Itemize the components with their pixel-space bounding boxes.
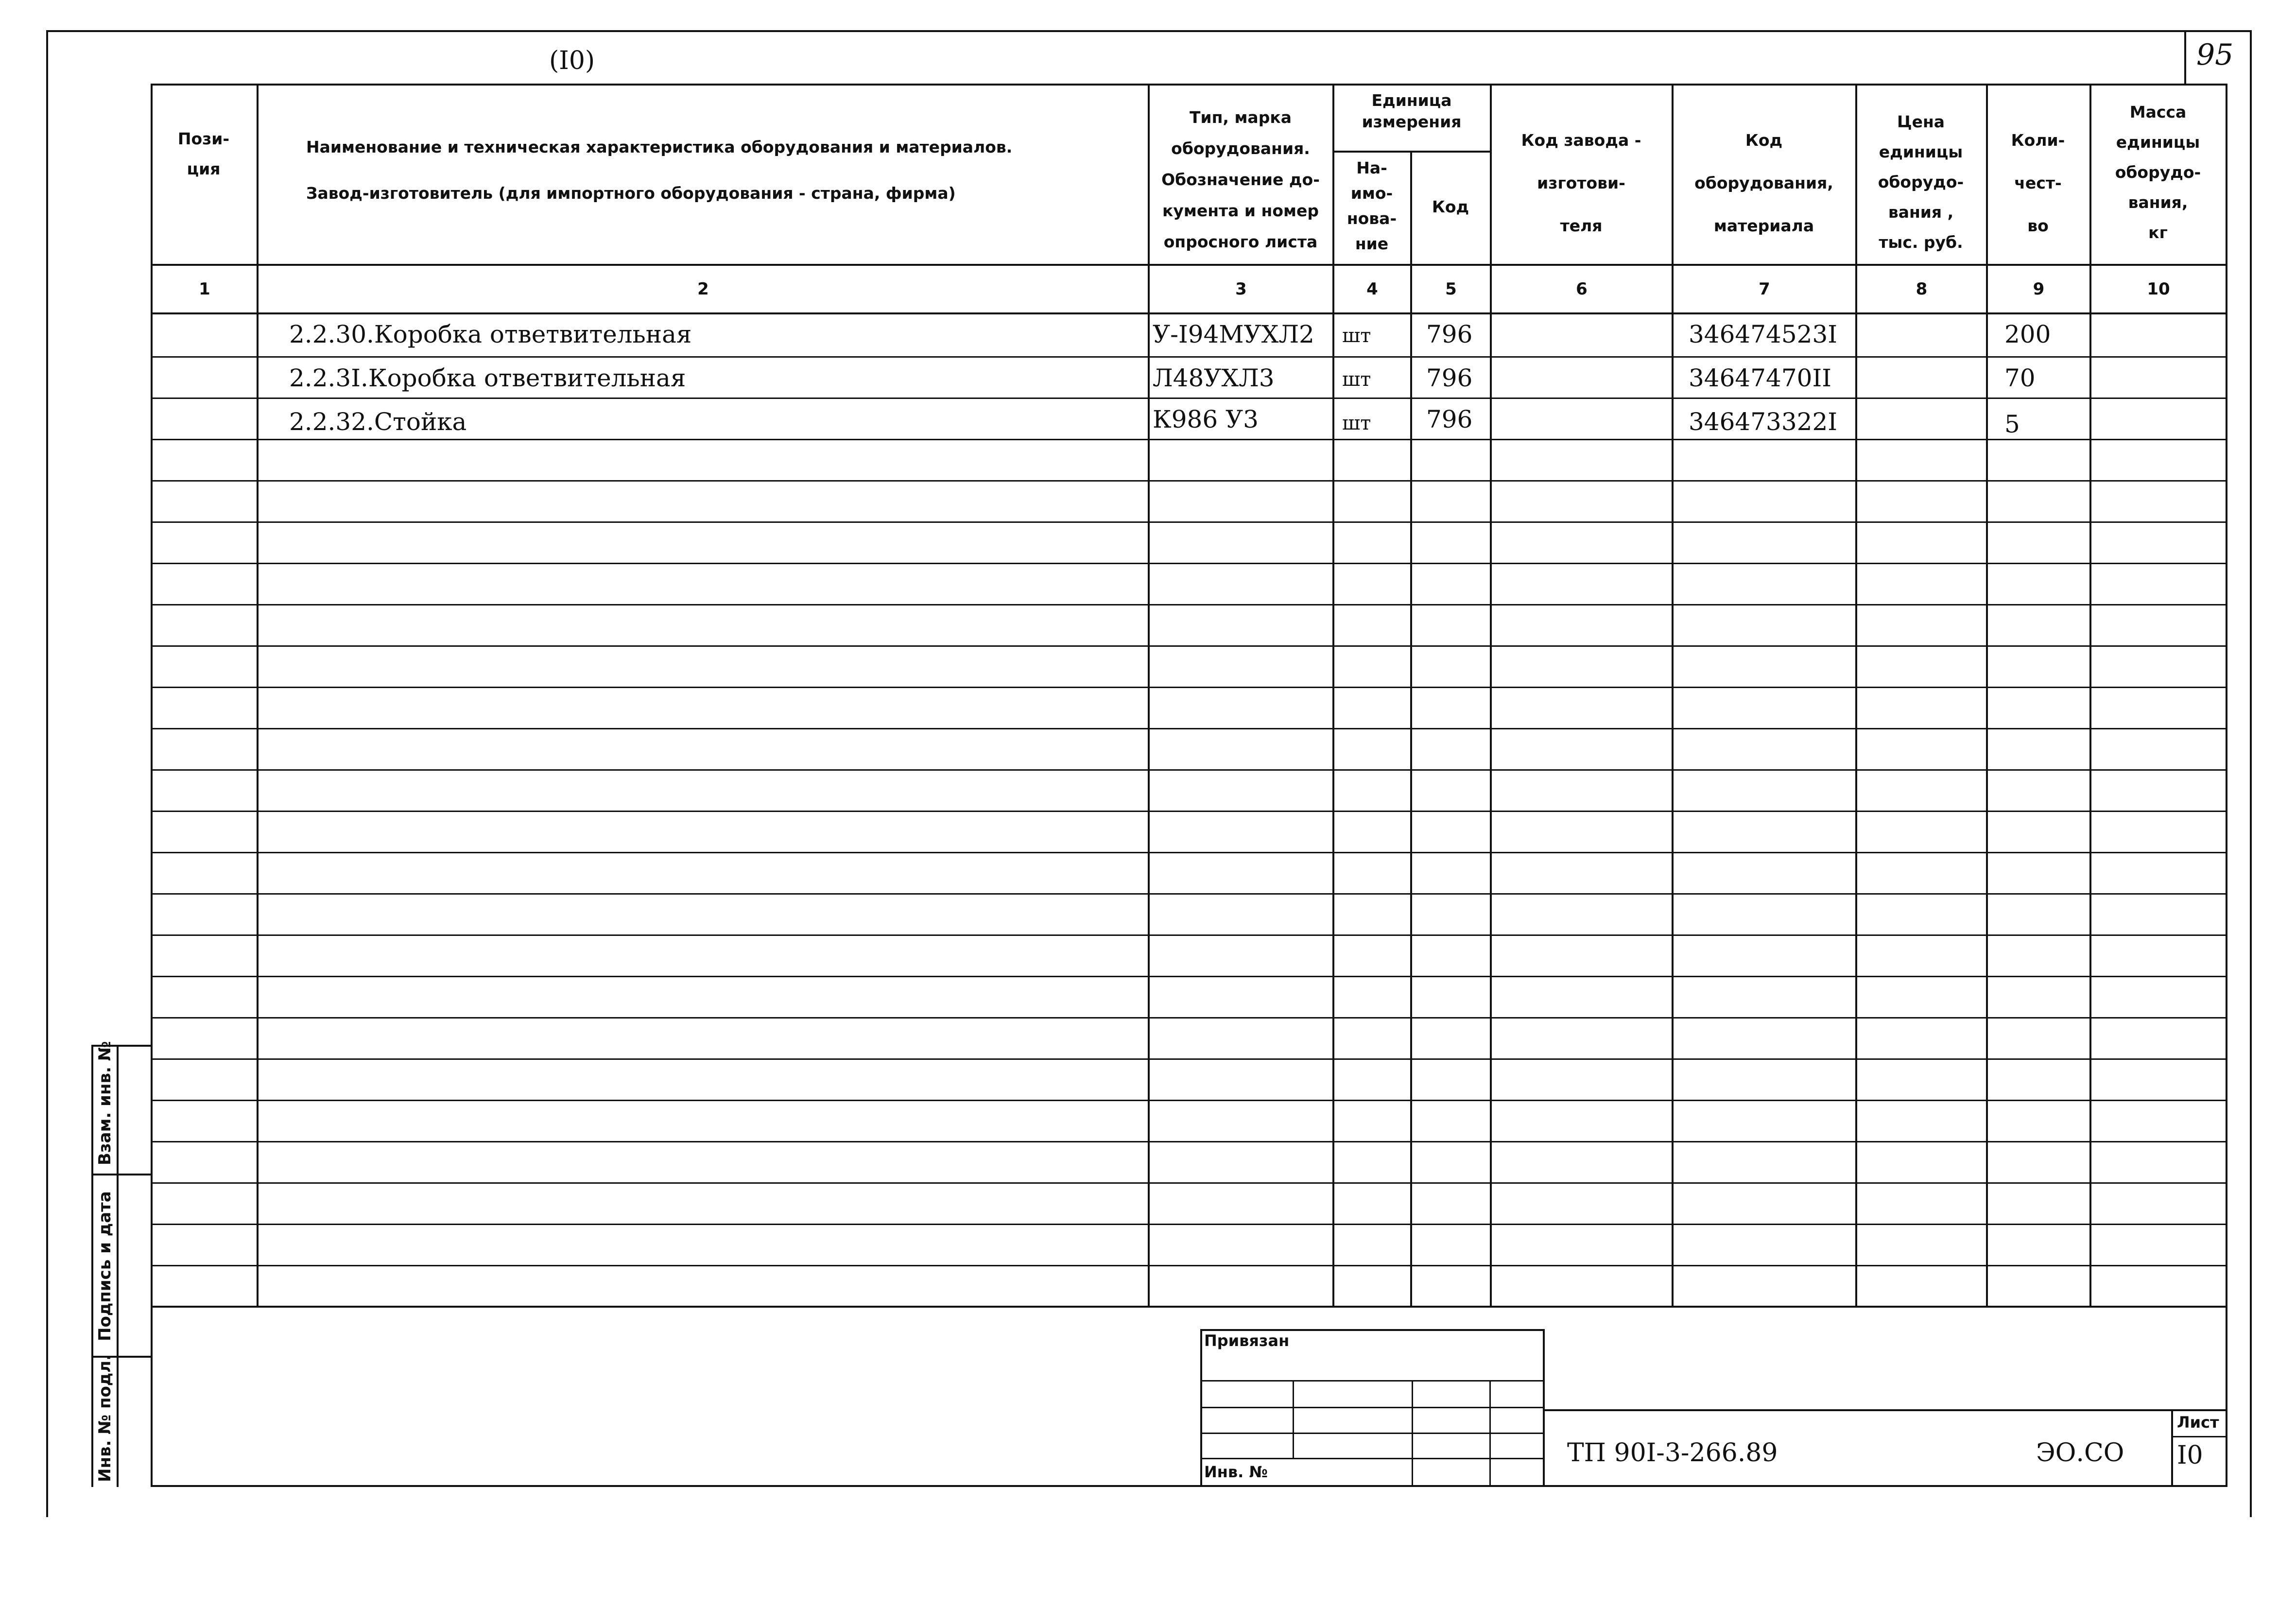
privyazan-row-1 — [1200, 1380, 1543, 1382]
header-factory-code: Код завода - изготови- теля — [1521, 131, 1641, 235]
header-position: Пози- ция — [177, 129, 230, 178]
privyazan-col-2 — [1412, 1380, 1413, 1485]
row-type: У-I94МУХЛ2 — [1153, 320, 1314, 348]
header-unit-name: На- имо- нова- ние — [1347, 158, 1397, 253]
page-number: 95 — [2196, 38, 2234, 72]
row-line — [151, 687, 2226, 688]
outer-frame-left — [46, 30, 48, 1517]
column-number: 1 — [199, 279, 210, 299]
privyazan-row-2 — [1200, 1407, 1543, 1408]
row-line — [151, 563, 2226, 564]
side-label-vzam: Взам. инв. № — [95, 1041, 115, 1165]
doc-code: ТП 90I-3-266.89 — [1567, 1438, 1778, 1468]
sheet-label-top: (I0) — [549, 46, 595, 75]
row-line — [151, 1224, 2226, 1225]
row-name: 2.2.30.Коробка ответвительная — [289, 320, 692, 348]
row-line — [151, 480, 2226, 482]
row-equipment-code: 346473322I — [1689, 408, 1838, 436]
title-block-top — [1543, 1409, 2226, 1411]
row-quantity: 5 — [2004, 410, 2020, 438]
side-stamp-left — [91, 1045, 93, 1487]
row-unit: шт — [1342, 412, 1371, 434]
section-code: ЭО.СО — [2036, 1438, 2124, 1468]
row-line — [151, 645, 2226, 647]
side-stamp-div-1 — [91, 1174, 151, 1175]
inv-no-label: Инв. № — [1204, 1463, 1268, 1481]
header-quantity: Коли- чест- во — [2011, 131, 2065, 235]
row-line — [151, 769, 2226, 771]
column-number: 6 — [1576, 279, 1588, 299]
sheet-number: I0 — [2177, 1441, 2203, 1470]
side-label-podpis: Подпись и дата — [95, 1191, 115, 1341]
row-line — [151, 893, 2226, 895]
header-unit-group: Единица измерения — [1362, 91, 1462, 131]
header-price: Цена единицы оборудо- вания , тыс. руб. — [1878, 112, 1964, 252]
row-equipment-code: 346474523I — [1689, 320, 1838, 348]
row-unit: шт — [1342, 325, 1371, 347]
privyazan-col-1 — [1293, 1380, 1294, 1458]
outer-frame-top — [46, 30, 2250, 32]
privyazan-top — [1200, 1329, 1544, 1331]
header-unit-code: Код — [1432, 197, 1469, 216]
side-label-inv-podl: Инв. № подл. — [95, 1354, 115, 1482]
column-number: 2 — [697, 279, 709, 299]
column-number: 8 — [1916, 279, 1928, 299]
row-line — [151, 521, 2226, 523]
row-line — [151, 852, 2226, 853]
privyazan-label: Привязан — [1204, 1331, 1290, 1350]
row-type: Л48УХЛ3 — [1153, 364, 1275, 392]
row-line — [151, 1058, 2226, 1060]
column-number: 10 — [2147, 279, 2170, 299]
header-equipment-code: Код оборудования, материала — [1694, 131, 1833, 235]
row-type: К986 У3 — [1153, 405, 1259, 433]
sheet-box-divider — [2171, 1436, 2226, 1437]
row-line — [151, 728, 2226, 729]
row-line — [151, 1100, 2226, 1101]
row-line — [151, 976, 2226, 977]
privyazan-row-4 — [1200, 1458, 1543, 1459]
row-line — [151, 811, 2226, 812]
table-right — [2226, 84, 2227, 1487]
row-code: 796 — [1426, 364, 1473, 392]
column-number: 7 — [1759, 279, 1770, 299]
sheet-box-left — [2171, 1409, 2173, 1485]
row-code: 796 — [1426, 320, 1473, 348]
side-stamp-mid — [117, 1045, 119, 1487]
row-line — [151, 1265, 2226, 1266]
table-bottom — [151, 1485, 2227, 1487]
row-line — [151, 1182, 2226, 1184]
column-number: 9 — [2033, 279, 2045, 299]
privyazan-col-3 — [1489, 1380, 1491, 1485]
row-quantity: 70 — [2004, 364, 2036, 392]
row-equipment-code: 34647470II — [1689, 364, 1831, 392]
table-top — [151, 84, 2226, 86]
row-name: 2.2.3I.Коробка ответвительная — [289, 364, 686, 392]
privyazan-row-3 — [1200, 1433, 1543, 1434]
column-number: 5 — [1445, 279, 1457, 299]
column-number: 4 — [1366, 279, 1378, 299]
sheet-label: Лист — [2177, 1413, 2219, 1432]
header-name: Наименование и техническая характеристика оборудования и материалов. Завод-изготовитель (для импортного оборудования - страна, фирма) — [306, 138, 1013, 203]
page-number-box-left — [2184, 30, 2186, 84]
row-line — [151, 604, 2226, 605]
table-body-bottom — [151, 1306, 2226, 1308]
row-line — [151, 1141, 2226, 1142]
privyazan-right — [1543, 1329, 1545, 1485]
row-code: 796 — [1426, 405, 1473, 433]
column-number: 3 — [1235, 279, 1247, 299]
outer-frame-right — [2250, 30, 2252, 1517]
row-name: 2.2.32.Стойка — [289, 408, 467, 436]
header-mass: Масса единицы оборудо- вания, кг — [2115, 103, 2201, 242]
row-quantity: 200 — [2004, 320, 2051, 348]
row-line — [151, 1017, 2226, 1019]
row-unit: шт — [1342, 368, 1371, 391]
unit-subheader-line — [1332, 151, 1490, 153]
row-line — [151, 934, 2226, 936]
header-type: Тип, марка оборудования. Обозначение до- кумента и номер опросного листа — [1161, 108, 1320, 251]
